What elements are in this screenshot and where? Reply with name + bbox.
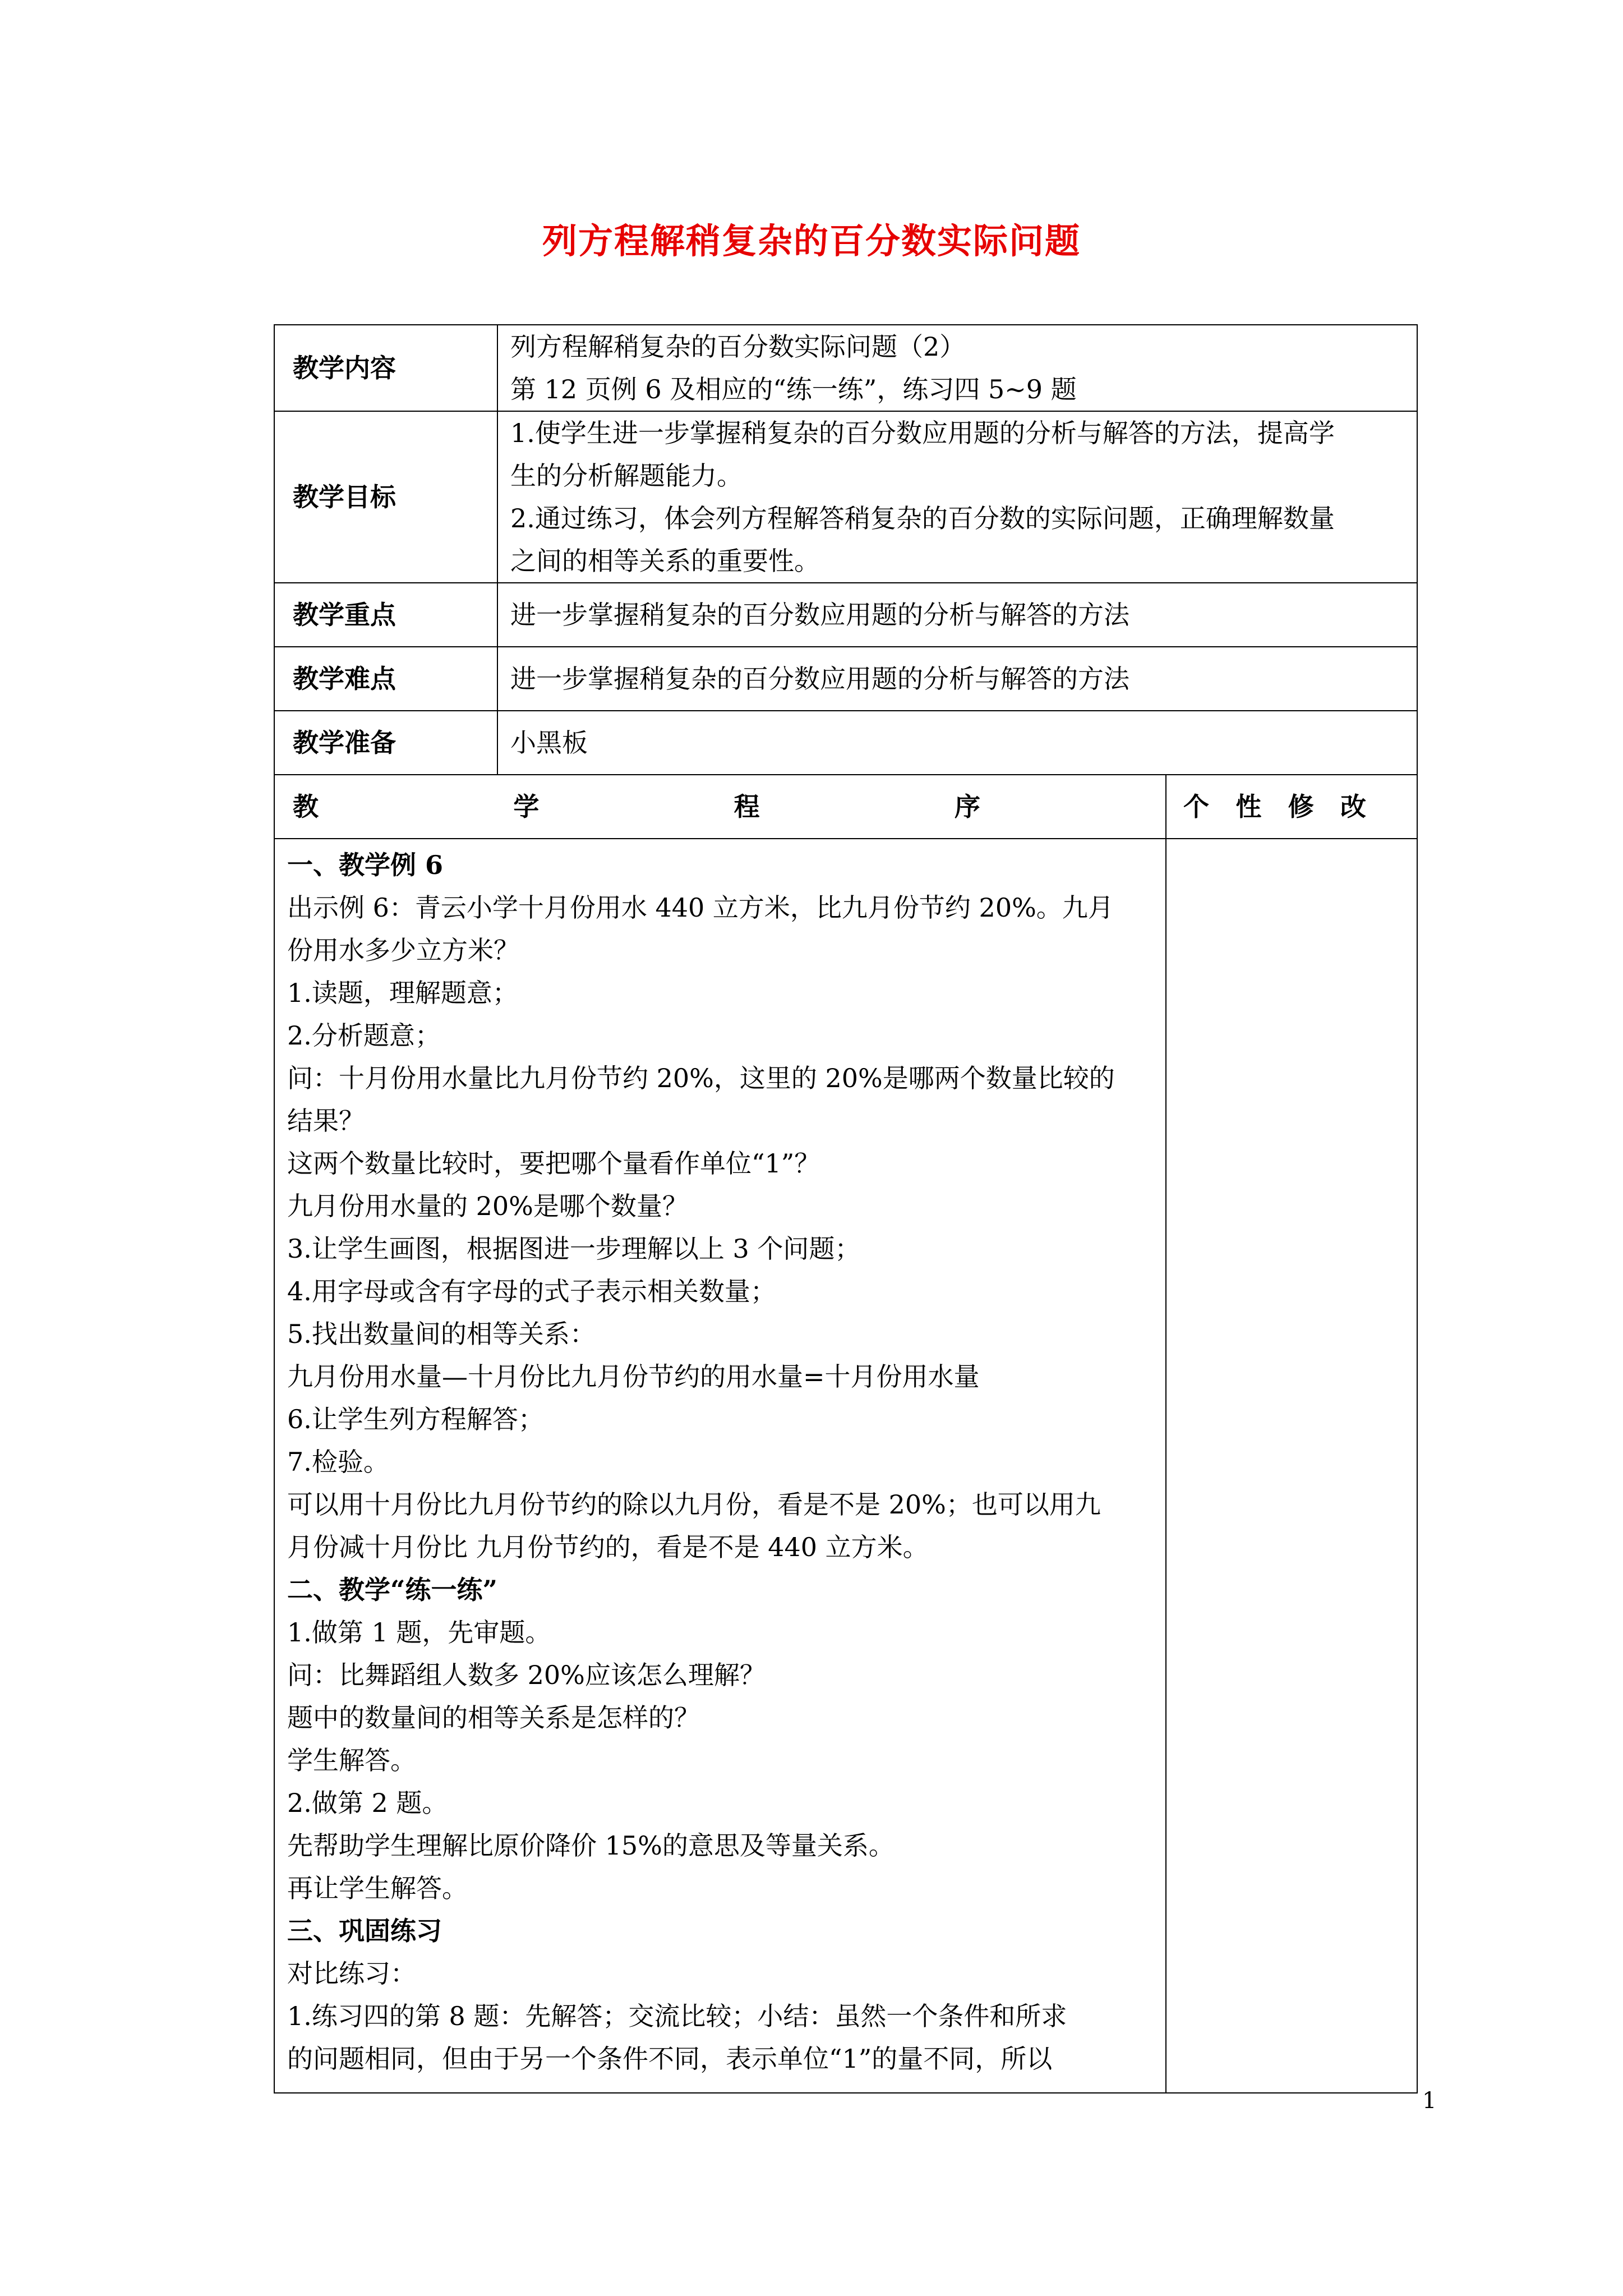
lesson-plan-table: [274, 324, 1418, 2093]
label-content: 教学内容: [274, 325, 497, 411]
procedure-line: 可以用十月份比九月份节约的除以九月份，看是不是 20%；也可以用九: [287, 1489, 1101, 1520]
procedure-line: 问：十月份用水量比九月份节约 20%，这里的 20%是哪两个数量比较的: [287, 1063, 1115, 1093]
procedure-line: 再让学生解答。: [287, 1873, 468, 1903]
procedure-line: 2.分析题意；: [287, 1020, 441, 1051]
procedure-line: 先帮助学生理解比原价降价 15%的意思及等量关系。: [287, 1830, 895, 1861]
procedure-line: 4.用字母或含有字母的式子表示相关数量；: [287, 1276, 776, 1306]
value-prep: 小黑板: [497, 711, 1417, 775]
modify-header: [1166, 775, 1417, 839]
goals-line: 生的分析解题能力。: [510, 461, 743, 491]
section-heading: 一、教学例 6: [287, 850, 444, 880]
row-difficulty: [274, 647, 1417, 711]
label-keypoint: 教学重点: [274, 583, 497, 647]
procedure-line: 1.做第 1 题，先审题。: [287, 1617, 551, 1648]
goals-line: 1.使学生进一步掌握稍复杂的百分数应用题的分析与解答的方法，提高学: [510, 418, 1335, 448]
procedure-header-char: 序: [954, 792, 980, 822]
goals-line: 2.通过练习，体会列方程解答稍复杂的百分数的实际问题，正确理解数量: [510, 503, 1335, 533]
section-heading: 二、教学“练一练”: [287, 1575, 497, 1605]
goals-line: 之间的相等关系的重要性。: [510, 546, 820, 576]
label-difficulty: 教学难点: [274, 647, 497, 711]
procedure-line: 九月份用水量—十月份比九月份节约的用水量=十月份用水量: [287, 1361, 980, 1392]
procedure-line: 5.找出数量间的相等关系：: [287, 1319, 596, 1349]
procedure-line: 对比练习：: [287, 1958, 416, 1989]
modify-header-char: 修: [1288, 792, 1314, 822]
procedure-line: 7.检验。: [287, 1447, 389, 1477]
row-procedure-body: [274, 839, 1417, 2093]
procedure-header: [274, 775, 1166, 839]
procedure-line: 6.让学生列方程解答；: [287, 1404, 544, 1434]
row-keypoint: [274, 583, 1417, 647]
procedure-line: 题中的数量间的相等关系是怎样的？: [287, 1703, 700, 1733]
content-line: 第 12 页例 6 及相应的“练一练”，练习四 5~9 题: [510, 374, 1077, 404]
procedure-line: 学生解答。: [287, 1745, 416, 1775]
label-prep: 教学准备: [274, 711, 497, 775]
value-keypoint: 进一步掌握稍复杂的百分数应用题的分析与解答的方法: [497, 583, 1417, 647]
document-title: 列方程解稍复杂的百分数实际问题: [542, 220, 1081, 261]
row-procedure-header: [274, 775, 1417, 839]
procedure-header-char: 教: [293, 792, 319, 822]
modify-header-char: 改: [1340, 792, 1366, 822]
procedure-line: 份用水多少立方米？: [287, 935, 519, 965]
procedure-line: 结果？: [287, 1106, 365, 1136]
procedure-line: 的问题相同，但由于另一个条件不同，表示单位“1”的量不同，所以: [287, 2044, 1053, 2074]
value-content: [497, 325, 1417, 411]
modify-header-char: 个: [1183, 792, 1209, 822]
modify-header-char: 性: [1235, 792, 1262, 822]
procedure-body: [274, 839, 1166, 2093]
procedure-line: 九月份用水量的 20%是哪个数量？: [287, 1191, 688, 1221]
procedure-line: 2.做第 2 题。: [287, 1788, 448, 1818]
row-goals: [274, 411, 1417, 583]
procedure-line: 3.让学生画图，根据图进一步理解以上 3 个问题；: [287, 1234, 861, 1264]
section-heading: 三、巩固练习: [287, 1916, 442, 1946]
value-goals: [497, 411, 1417, 583]
procedure-line: 1.练习四的第 8 题：先解答；交流比较；小结：虽然一个条件和所求: [287, 2001, 1067, 2031]
row-prep: [274, 711, 1417, 775]
procedure-line: 1.读题，理解题意；: [287, 978, 518, 1008]
procedure-line: 这两个数量比较时，要把哪个量看作单位“1”？: [287, 1148, 820, 1179]
procedure-line: 出示例 6：青云小学十月份用水 440 立方米，比九月份节约 20%。九月: [287, 892, 1114, 923]
procedure-header-char: 学: [513, 792, 540, 822]
procedure-line: 问：比舞蹈组人数多 20%应该怎么理解？: [287, 1660, 766, 1690]
value-difficulty: 进一步掌握稍复杂的百分数应用题的分析与解答的方法: [497, 647, 1417, 711]
page-number: 1: [1422, 2088, 1437, 2114]
procedure-line: 月份减十月份比 九月份节约的，看是不是 440 立方米。: [287, 1532, 929, 1562]
content-line: 列方程解稍复杂的百分数实际问题（2）: [510, 332, 966, 362]
label-goals: 教学目标: [274, 411, 497, 583]
modify-body: [1166, 839, 1417, 2093]
row-content: [274, 325, 1417, 411]
procedure-header-char: 程: [734, 792, 760, 822]
